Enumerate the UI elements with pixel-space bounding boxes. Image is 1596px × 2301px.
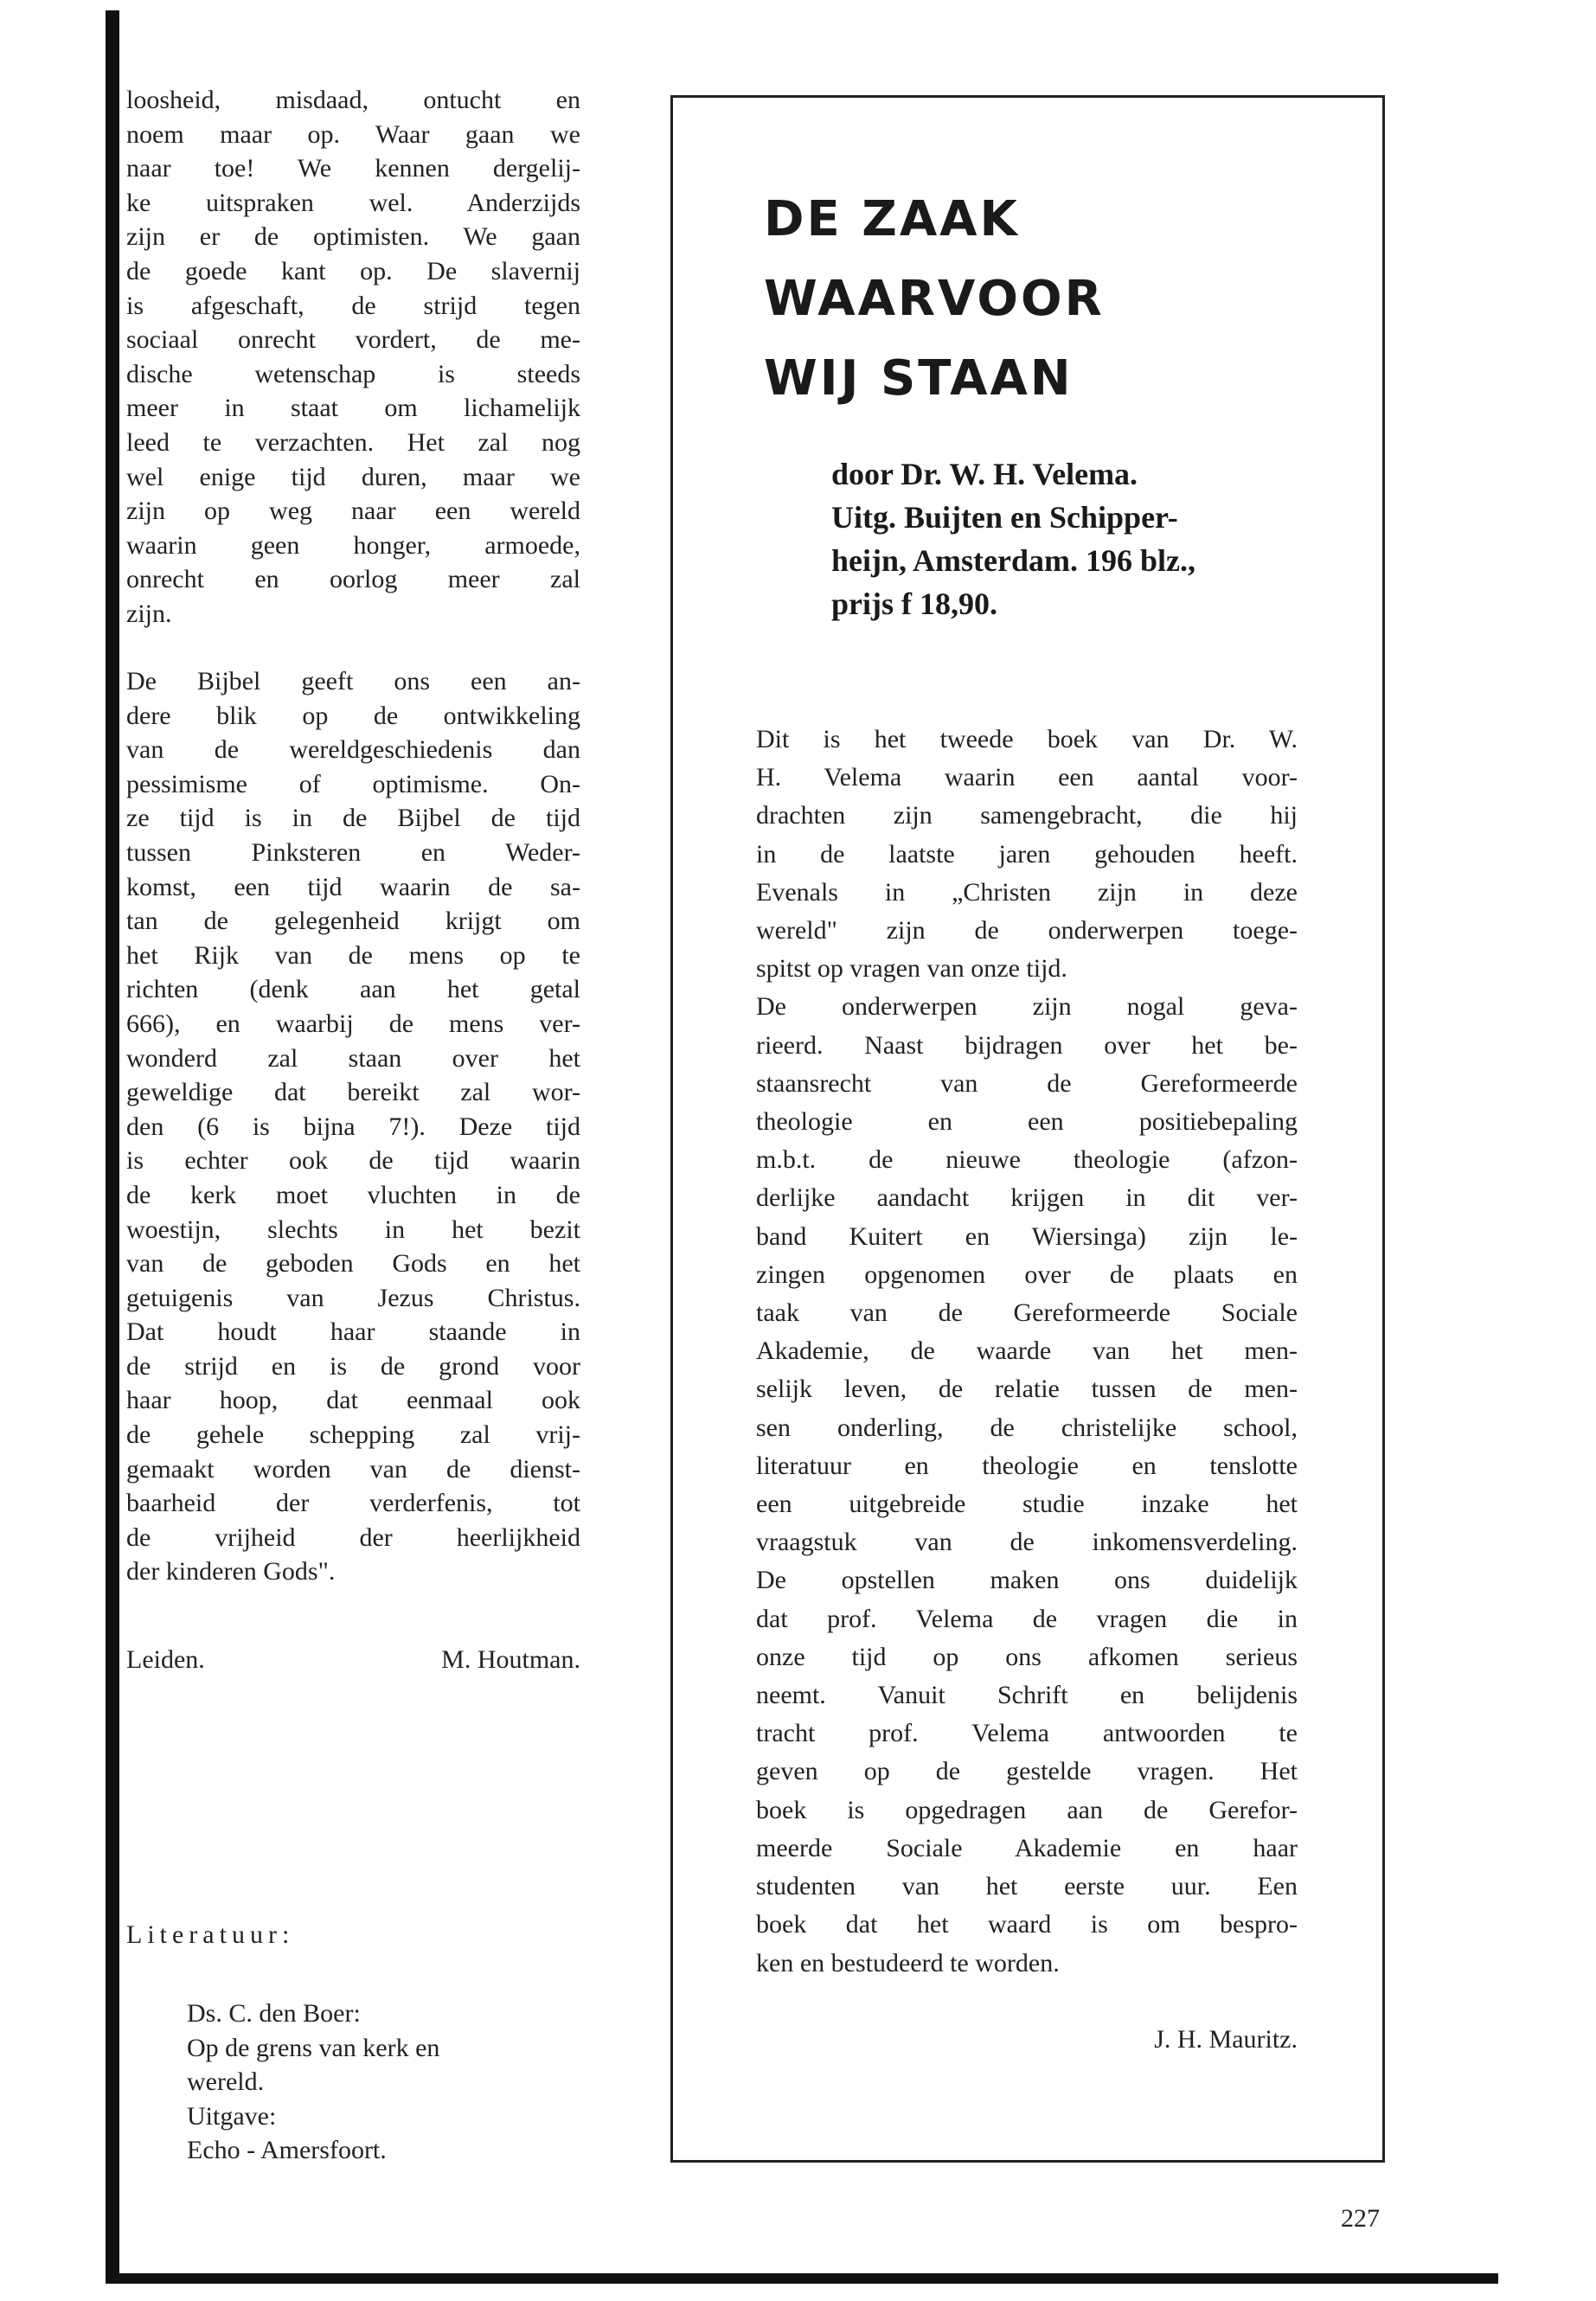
- text-line: is afgeschaft, de strijd tegen: [126, 291, 580, 320]
- text-line: woestijn, slechts in het bezit: [126, 1215, 580, 1244]
- text-line: noem maar op. Waar gaan we: [126, 119, 580, 149]
- text-line: wonderd zal staan over het: [126, 1043, 580, 1073]
- book-meta: [831, 452, 1316, 625]
- text-line: De onderwerpen zijn nogal geva-: [756, 992, 1298, 1022]
- text-line: wereld" zijn de onderwerpen toege-: [756, 916, 1298, 945]
- review-body: [756, 721, 1298, 1983]
- text-line: rieerd. Naast bijdragen over het be-: [756, 1030, 1298, 1060]
- text-line: zijn op weg naar een wereld: [126, 497, 580, 526]
- review-signature: J. H. Mauritz.: [1154, 2025, 1298, 2054]
- text-line: de kerk moet vluchten in de: [126, 1180, 580, 1209]
- text-line: sen onderling, de christelijke school,: [756, 1413, 1298, 1442]
- text-line: Akademie, de waarde van het men-: [756, 1336, 1298, 1366]
- review-title: [764, 180, 1105, 419]
- text-line: der kinderen Gods".: [126, 1557, 336, 1586]
- text-line: De opstellen maken ons duidelijk: [756, 1566, 1298, 1595]
- text-line: onrecht en oorlog meer zal: [126, 565, 580, 594]
- text-line: ze tijd is in de Bijbel de tijd: [126, 804, 580, 833]
- text-line: Uitgave:: [187, 2101, 277, 2131]
- text-line: 666), en waarbij de mens ver-: [126, 1009, 580, 1038]
- text-line: boek dat het waard is om bespro-: [756, 1910, 1298, 1939]
- text-line: studenten van het eerste uur. Een: [756, 1872, 1298, 1901]
- text-line: getuigenis van Jezus Christus.: [126, 1283, 580, 1312]
- text-line: komst, een tijd waarin de sa-: [126, 872, 580, 901]
- text-line: boek is opgedragen aan de Gerefor-: [756, 1795, 1298, 1824]
- text-line: neemt. Vanuit Schrift en belijdenis: [756, 1681, 1298, 1710]
- text-line: dat prof. Velema de vragen die in: [756, 1604, 1298, 1633]
- text-line: de gehele schepping zal vrij-: [126, 1420, 580, 1450]
- text-line: onze tijd op ons afkomen serieus: [756, 1642, 1298, 1671]
- text-line: theologie en een positiebepaling: [756, 1107, 1298, 1137]
- text-line: leed te verzachten. Het zal nog: [126, 427, 580, 457]
- signature-place: Leiden.: [126, 1645, 205, 1674]
- text-line: pessimisme of optimisme. On-: [126, 769, 580, 798]
- text-line: den (6 is bijna 7!). Deze tijd: [126, 1112, 580, 1141]
- page-number: 227: [1341, 2204, 1380, 2233]
- text-line: een uitgebreide studie inzake het: [756, 1490, 1298, 1519]
- text-line: De Bijbel geeft ons een an-: [126, 667, 580, 695]
- text-line: zijn er de optimisten. We gaan: [126, 222, 580, 252]
- text-line: van de wereldgeschiedenis dan: [126, 735, 580, 765]
- text-line: staansrecht van de Gereformeerde: [756, 1068, 1298, 1098]
- text-line: dische wetenschap is steeds: [126, 359, 580, 388]
- text-line: Dat houdt haar staande in: [126, 1317, 580, 1347]
- text-line: tracht prof. Velema antwoorden te: [756, 1719, 1298, 1748]
- text-line: meerde Sociale Akademie en haar: [756, 1833, 1298, 1862]
- meta-line: Uitg. Buijten en Schipper-: [831, 500, 1178, 535]
- meta-line: door Dr. W. H. Velema.: [831, 457, 1138, 491]
- text-line: wel enige tijd duren, maar we: [126, 462, 580, 491]
- title-line: DE ZAAK: [764, 191, 1020, 247]
- text-line: de goede kant op. De slavernij: [126, 256, 580, 285]
- text-line: naar toe! We kennen dergelij-: [126, 154, 580, 183]
- left-column-para1: [126, 83, 580, 631]
- text-line: wereld.: [187, 2067, 265, 2097]
- text-line: zijn.: [126, 599, 172, 628]
- signature-name: M. Houtman.: [441, 1645, 580, 1674]
- left-column-para2: [126, 664, 580, 1589]
- text-line: meer in staat om lichamelijk: [126, 394, 580, 423]
- text-line: Dit is het tweede boek van Dr. W.: [756, 725, 1298, 753]
- meta-line: prijs f 18,90.: [831, 586, 997, 621]
- book-review-box: [670, 95, 1385, 2163]
- text-line: sociaal onrecht vordert, de me-: [126, 325, 580, 355]
- title-line: WAARVOOR: [764, 271, 1105, 327]
- text-line: m.b.t. de nieuwe theologie (afzon-: [756, 1145, 1298, 1175]
- text-line: spitst op vragen van onze tijd.: [756, 954, 1067, 984]
- text-line: baarheid der verderfenis, tot: [126, 1489, 580, 1518]
- text-line: richten (denk aan het getal: [126, 975, 580, 1004]
- text-line: vraagstuk van de inkomensverdeling.: [756, 1528, 1298, 1557]
- text-line: loosheid, misdaad, ontucht en: [126, 86, 580, 114]
- text-line: Ds. C. den Boer:: [187, 1999, 361, 2028]
- text-line: tan de gelegenheid krijgt om: [126, 907, 580, 936]
- left-signature: [126, 1645, 580, 1675]
- text-line: het Rijk van de mens op te: [126, 940, 580, 970]
- text-line: Evenals in „Christen zijn in deze: [756, 877, 1298, 907]
- text-line: band Kuitert en Wiersinga) zijn le-: [756, 1221, 1298, 1251]
- text-line: in de laatste jaren gehouden heeft.: [756, 839, 1298, 868]
- text-line: Echo - Amersfoort.: [187, 2136, 387, 2165]
- text-line: literatuur en theologie en tenslotte: [756, 1451, 1298, 1480]
- text-line: zingen opgenomen over de plaats en: [756, 1259, 1298, 1289]
- text-line: de strijd en is de grond voor: [126, 1351, 580, 1381]
- text-line: dere blik op de ontwikkeling: [126, 701, 580, 730]
- text-line: selijk leven, de relatie tussen de men-: [756, 1375, 1298, 1404]
- text-line: tussen Pinksteren en Weder-: [126, 837, 580, 867]
- literature-reference: [187, 1997, 585, 2168]
- text-line: van de geboden Gods en het: [126, 1249, 580, 1279]
- text-line: waarin geen honger, armoede,: [126, 530, 580, 560]
- text-line: gemaakt worden van de dienst-: [126, 1454, 580, 1484]
- scan-edge-bottom: [106, 2273, 1498, 2284]
- text-line: H. Velema waarin een aantal voor-: [756, 763, 1298, 792]
- text-line: drachten zijn samengebracht, die hij: [756, 801, 1298, 830]
- text-line: ke uitspraken wel. Anderzijds: [126, 188, 580, 217]
- text-line: derlijke aandacht krijgen in dit ver-: [756, 1183, 1298, 1213]
- text-line: geweldige dat bereikt zal wor-: [126, 1078, 580, 1107]
- meta-line: heijn, Amsterdam. 196 blz.,: [831, 543, 1195, 578]
- scan-edge-left: [106, 10, 119, 2277]
- text-line: taak van de Gereformeerde Sociale: [756, 1298, 1298, 1328]
- title-line: WIJ STAAN: [764, 350, 1074, 407]
- text-line: is echter ook de tijd waarin: [126, 1146, 580, 1176]
- text-line: geven op de gestelde vragen. Het: [756, 1757, 1298, 1786]
- text-line: ken en bestudeerd te worden.: [756, 1948, 1060, 1977]
- text-line: haar hoop, dat eenmaal ook: [126, 1386, 580, 1415]
- text-line: de vrijheid der heerlijkheid: [126, 1522, 580, 1552]
- literature-label: Literatuur:: [126, 1920, 295, 1949]
- text-line: Op de grens van kerk en: [187, 2033, 440, 2062]
